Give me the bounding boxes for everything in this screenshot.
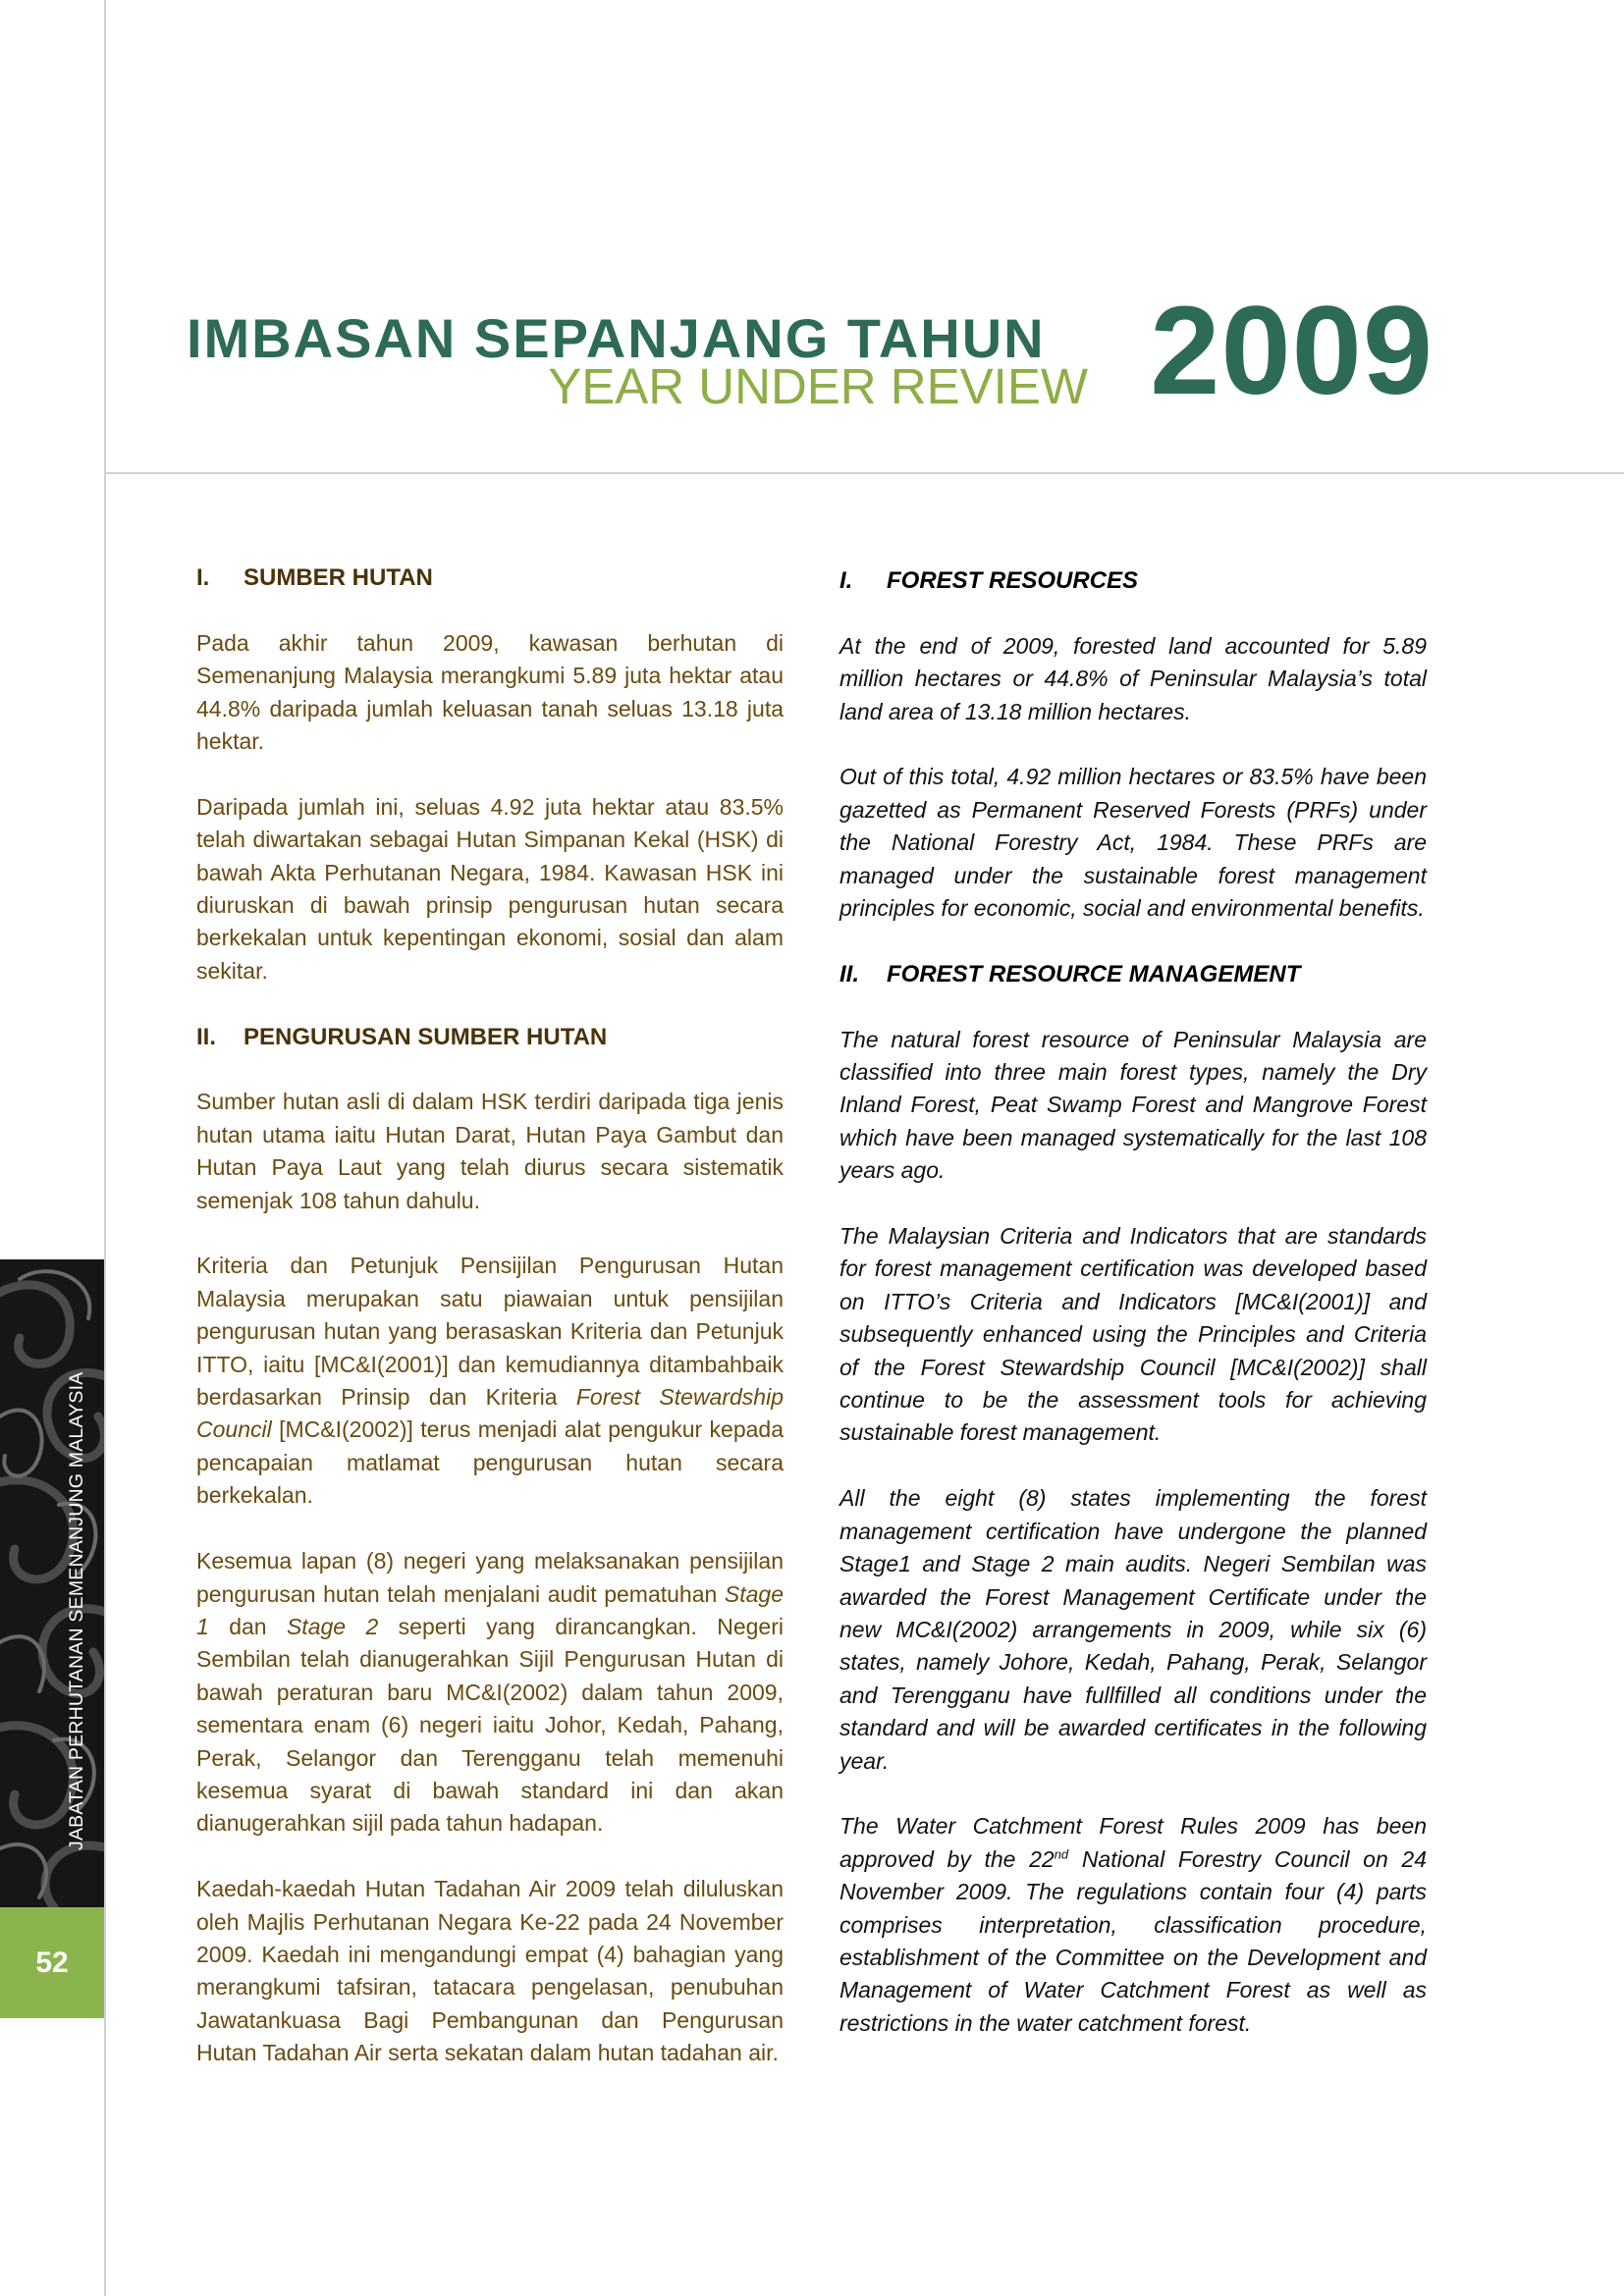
vertical-rule — [104, 0, 106, 2296]
paragraph: The natural forest resource of Peninsular Malaysia are classified into three main forest types, namely the Dry Inland Forest, Peat Swamp Forest and Mangrove Forest which have been managed systematically for the last 108 years ago. — [839, 1026, 1427, 1184]
text-run: Kriteria dan Petunjuk Pensijilan Pengurusan Hutan Malaysia merupakan satu piawaian untuk pensijilan pengurusan hutan yang berasaskan Kriteria dan Petunjuk ITTO, iaitu [MC&I(2001)] dan kemudiannya ditambahbaik berdasarkan Prinsip dan Kriteria — [196, 1253, 784, 1411]
paragraph: At the end of 2009, forested land accounted for 5.89 million hectares or 44.8% of Peninsular Malaysia’s total land area of 13.18 million hectares. — [839, 632, 1427, 724]
section-title: FOREST RESOURCES — [887, 567, 1139, 594]
section-number: I. — [196, 564, 210, 591]
title-english: YEAR UNDER REVIEW — [548, 358, 1088, 414]
english-column — [839, 564, 1427, 2073]
page-header — [187, 281, 1434, 422]
malay-column — [196, 561, 784, 2103]
section-number: II. — [839, 960, 860, 988]
paragraph: Sumber hutan asli di dalam HSK terdiri daripada tiga jenis hutan utama iaitu Hutan Darat, Hutan Paya Gambut dan Hutan Paya Laut yang telah diurus secara sistematik semenjak 108 tahun dahulu. — [196, 1089, 784, 1213]
text-run: The Water Catchment Forest Rules 2009 has been approved by the 22 — [839, 1813, 1427, 1872]
section-number: II. — [196, 1023, 217, 1050]
italic-run: Stage 2 — [286, 1613, 379, 1639]
section-title: PENGURUSAN SUMBER HUTAN — [244, 1023, 608, 1050]
horizontal-rule — [104, 472, 1624, 474]
title-year: 2009 — [1150, 281, 1434, 421]
page-number: 52 — [0, 1907, 104, 2018]
paragraph — [839, 1810, 1427, 2040]
paragraph: All the eight (8) states implementing the forest management certification have undergone the planned Stage1 and Stage 2 main audits. Negeri Sembilan was awarded the Forest Management Certificate under the new MC&I(2002) arrangements in 2009, while six (6) states, namely Johore, Kedah, Pahang, Perak, Selangor and Terengganu have fullfilled all conditions under the standard and will be awarded certificates in the following year. — [839, 1485, 1427, 1774]
text-run: dan — [208, 1613, 287, 1639]
section-heading-sumber-hutan — [196, 561, 784, 594]
decorative-side-band — [0, 1259, 104, 1907]
paragraph: Out of this total, 4.92 million hectares or 83.5% have been gazetted as Permanent Reserved Forests (PRFs) under the National Forestry Act, 1984. These PRFs are managed under the sustainable forest management principles for economic, social and environmental benefits. — [839, 764, 1427, 922]
text-run: National Forestry Council on 24 November 2009. The regulations contain four (4) parts comprises interpretation, classification procedure, establishment of the Committee on the Development and Management of Water Catchment Forest as well as restrictions in the water catchment forest. — [839, 1845, 1427, 2036]
italic-run: Stage 1 — [196, 1580, 784, 1639]
swirl-pattern-icon — [0, 1259, 104, 1907]
superscript: nd — [1054, 1846, 1069, 1862]
paragraph: Kaedah-kaedah Hutan Tadahan Air 2009 telah diluluskan oleh Majlis Perhutanan Negara Ke-22 pada 24 November 2009. Kaedah ini mengandungi empat (4) bahagian yang merangkumi tafsiran, tatacara pengelasan, penubuhan Jawatankuasa Bagi Pembangunan dan Pengurusan Hutan Tadahan Air serta sekatan dalam hutan tadahan air. — [196, 1876, 784, 2066]
section-title: FOREST RESOURCE MANAGEMENT — [887, 960, 1301, 988]
paragraph: The Malaysian Criteria and Indicators that are standards for forest management certification was developed based on ITTO’s Criteria and Indicators [MC&I(2001)] and subsequently enhanced using the Principles and Criteria of the Forest Stewardship Council [MC&I(2002)] shall continue to be the assessment tools for achieving sustainable forest management. — [839, 1223, 1427, 1446]
section-heading-forest-management — [839, 958, 1427, 990]
text-run: seperti yang dirancangkan. Negeri Sembilan telah dianugerahkan Sijil Pengurusan Hutan di bawah peraturan baru MC&I(2002) dalam tahun 2009, sementara enam (6) negeri iaitu Johor, Kedah, Pahang, Perak, Selangor dan Terengganu telah memenuhi kesemua syarat di bawah standard ini dan akan dianugerahkan sijil pada tahun hadapan. — [196, 1613, 784, 1837]
italic-run: Forest Stewardship Council — [196, 1384, 784, 1443]
section-title: SUMBER HUTAN — [244, 564, 433, 591]
text-run: [MC&I(2002)] terus menjadi alat pengukur kepada pencapaian matlamat pengurusan hutan secara berkekalan. — [196, 1416, 784, 1509]
organization-label: JABATAN PERHUTANAN SEMENANJUNG MALAYSIA — [66, 1371, 87, 1850]
paragraph — [196, 1545, 784, 1841]
paragraph: Pada akhir tahun 2009, kawasan berhutan di Semenanjung Malaysia merangkumi 5.89 juta hektar atau 44.8% daripada jumlah keluasan tanah seluas 13.18 juta hektar. — [196, 629, 784, 755]
section-heading-forest-resources — [839, 564, 1427, 597]
paragraph: Daripada jumlah ini, seluas 4.92 juta hektar atau 83.5% telah diwartakan sebagai Hutan Simpanan Kekal (HSK) di bawah Akta Perhutanan Negara, 1984. Kawasan HSK ini diuruskan di bawah prinsip pengurusan hutan secara berkekalan untuk kepentingan ekonomi, sosial dan alam sekitar. — [196, 793, 784, 984]
paragraph — [196, 1250, 784, 1512]
text-run: Kesemua lapan (8) negeri yang melaksanakan pensijilan pengurusan hutan telah menjalani audit pematuhan — [196, 1548, 784, 1607]
section-heading-pengurusan — [196, 1021, 784, 1053]
section-number: I. — [839, 567, 853, 594]
title-malay: IMBASAN SEPANJANG TAHUN — [187, 307, 1046, 369]
